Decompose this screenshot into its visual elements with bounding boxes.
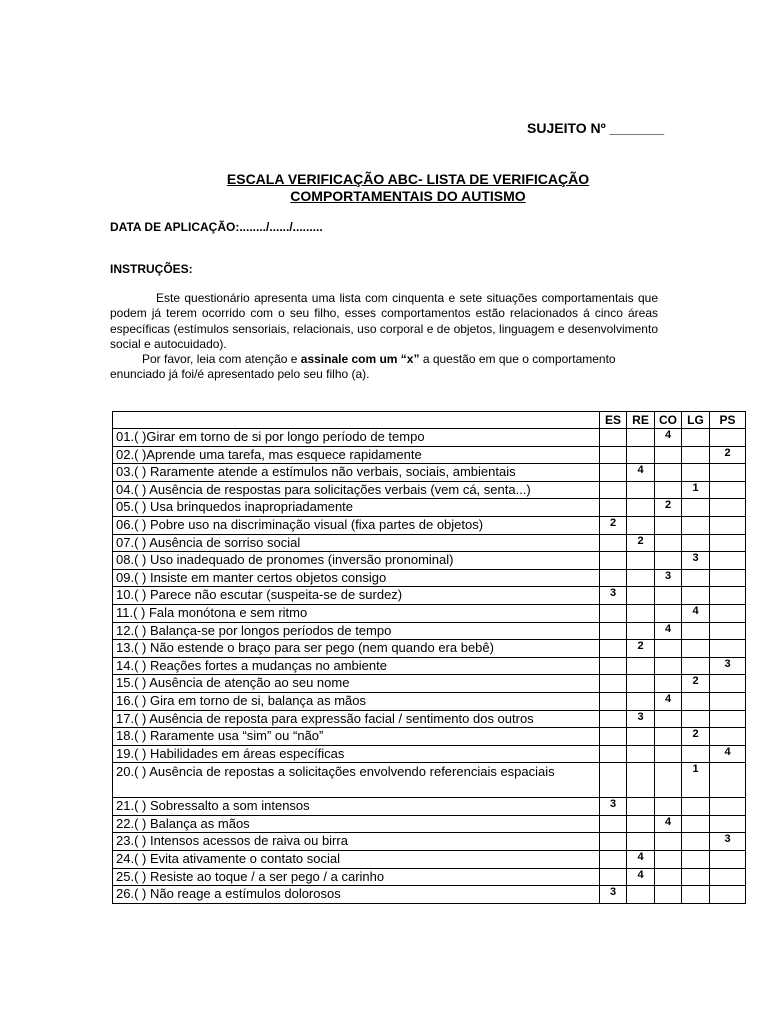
instructions-paragraph-2 <box>110 352 658 383</box>
score-cell-co: 4 <box>655 622 682 640</box>
score-cell-es: 3 <box>600 798 627 816</box>
behavior-item-label: 09.( ) Insiste em manter certos objetos consigo <box>113 569 600 587</box>
score-cell-co: 2 <box>655 499 682 517</box>
table-row[interactable] <box>113 675 746 693</box>
table-row[interactable] <box>113 763 746 798</box>
score-cell-ps <box>710 798 746 816</box>
table-row[interactable] <box>113 534 746 552</box>
score-cell-lg <box>682 499 710 517</box>
table-row[interactable] <box>113 657 746 675</box>
behavior-item-label: 25.( ) Resiste ao toque / a ser pego / a carinho <box>113 868 600 886</box>
score-cell-ps <box>710 622 746 640</box>
table-row[interactable] <box>113 552 746 570</box>
score-cell-ps <box>710 868 746 886</box>
score-cell-re <box>627 815 655 833</box>
score-cell-re <box>627 692 655 710</box>
score-cell-es: 3 <box>600 587 627 605</box>
score-cell-co <box>655 552 682 570</box>
behavior-item-label: 16.( ) Gira em torno de si, balança as mãos <box>113 692 600 710</box>
table-row[interactable] <box>113 587 746 605</box>
table-row[interactable] <box>113 868 746 886</box>
score-cell-re <box>627 604 655 622</box>
table-row[interactable] <box>113 815 746 833</box>
score-cell-ps: 3 <box>710 833 746 851</box>
instructions-p2-post: a questão em que o comportamento enunciado já foi/é apresentado pelo seu filho (a). <box>110 352 616 382</box>
table-row[interactable] <box>113 710 746 728</box>
score-cell-lg: 1 <box>682 481 710 499</box>
score-cell-es <box>600 675 627 693</box>
instructions-paragraph-1: Este questionário apresenta uma lista com cinquenta e sete situações comportamentais que podem já terem ocorrido com o seu filho, esses comportamentos estão relacionados á cinco áreas específicas (estímulos sensoriais, relacionais, uso corporal e de objetos, linguagem e desenvolvimento social e autocuidado). <box>110 291 658 351</box>
score-cell-re <box>627 429 655 447</box>
score-cell-re <box>627 552 655 570</box>
score-cell-es <box>600 552 627 570</box>
behavior-item-label: 07.( ) Ausência de sorriso social <box>113 534 600 552</box>
score-cell-re: 2 <box>627 640 655 658</box>
score-cell-lg <box>682 516 710 534</box>
score-cell-lg: 2 <box>682 728 710 746</box>
score-cell-ps <box>710 728 746 746</box>
score-cell-re <box>627 569 655 587</box>
score-cell-re: 4 <box>627 868 655 886</box>
table-row[interactable] <box>113 446 746 464</box>
score-cell-co <box>655 745 682 763</box>
instructions-heading: INSTRUÇÕES: <box>110 262 193 276</box>
score-cell-lg <box>682 640 710 658</box>
score-cell-es <box>600 815 627 833</box>
table-row[interactable] <box>113 728 746 746</box>
score-cell-es <box>600 569 627 587</box>
score-cell-co <box>655 464 682 482</box>
score-cell-lg <box>682 446 710 464</box>
table-row[interactable] <box>113 622 746 640</box>
score-cell-ps <box>710 640 746 658</box>
score-cell-re <box>627 516 655 534</box>
behavior-item-label: 06.( ) Pobre uso na discriminação visual (fixa partes de objetos) <box>113 516 600 534</box>
score-cell-re <box>627 622 655 640</box>
score-cell-ps <box>710 499 746 517</box>
score-cell-lg <box>682 851 710 869</box>
column-header-es: ES <box>600 412 627 429</box>
column-header-lg: LG <box>682 412 710 429</box>
score-cell-co <box>655 798 682 816</box>
table-row[interactable] <box>113 464 746 482</box>
behavior-item-label: 15.( ) Ausência de atenção ao seu nome <box>113 675 600 693</box>
behavior-item-label: 20.( ) Ausência de repostas a solicitações envolvendo referenciais espaciais <box>113 763 600 798</box>
score-cell-co <box>655 657 682 675</box>
score-cell-es <box>600 640 627 658</box>
score-cell-ps <box>710 604 746 622</box>
score-cell-co <box>655 710 682 728</box>
score-cell-es <box>600 622 627 640</box>
score-cell-es <box>600 481 627 499</box>
behavior-item-label: 14.( ) Reações fortes a mudanças no ambiente <box>113 657 600 675</box>
subject-number-field: SUJEITO Nº _______ <box>527 120 665 136</box>
score-cell-lg <box>682 569 710 587</box>
table-row[interactable] <box>113 640 746 658</box>
score-cell-es <box>600 446 627 464</box>
score-cell-ps <box>710 569 746 587</box>
score-cell-re <box>627 499 655 517</box>
score-cell-lg <box>682 622 710 640</box>
item-column-header <box>113 412 600 429</box>
score-cell-es <box>600 833 627 851</box>
score-cell-lg: 1 <box>682 763 710 798</box>
behavior-item-label: 12.( ) Balança-se por longos períodos de tempo <box>113 622 600 640</box>
score-cell-co: 4 <box>655 815 682 833</box>
behavior-item-label: 01.( )Girar em torno de si por longo período de tempo <box>113 429 600 447</box>
table-row[interactable] <box>113 692 746 710</box>
score-cell-co <box>655 851 682 869</box>
table-row[interactable] <box>113 569 746 587</box>
score-cell-re <box>627 798 655 816</box>
behavior-item-label: 13.( ) Não estende o braço para ser pego (nem quando era bebê) <box>113 640 600 658</box>
score-cell-es <box>600 851 627 869</box>
score-cell-es <box>600 745 627 763</box>
score-cell-re <box>627 833 655 851</box>
score-cell-es <box>600 692 627 710</box>
score-cell-lg: 4 <box>682 604 710 622</box>
behavior-item-label: 22.( ) Balança as mãos <box>113 815 600 833</box>
instructions-p2-bold: assinale com um “x” <box>300 352 420 367</box>
score-cell-co: 4 <box>655 692 682 710</box>
score-cell-lg <box>682 692 710 710</box>
score-cell-re: 3 <box>627 710 655 728</box>
behavior-item-label: 24.( ) Evita ativamente o contato social <box>113 851 600 869</box>
behavior-checklist-table <box>112 411 746 904</box>
table-row[interactable] <box>113 429 746 447</box>
score-cell-ps <box>710 710 746 728</box>
score-cell-co <box>655 481 682 499</box>
behavior-item-label: 17.( ) Ausência de reposta para expressão facial / sentimento dos outros <box>113 710 600 728</box>
score-cell-re <box>627 587 655 605</box>
score-cell-lg <box>682 657 710 675</box>
column-header-ps: PS <box>710 412 746 429</box>
score-cell-ps <box>710 534 746 552</box>
score-cell-lg <box>682 464 710 482</box>
score-cell-ps <box>710 481 746 499</box>
behavior-item-label: 11.( ) Fala monótona e sem ritmo <box>113 604 600 622</box>
behavior-item-label: 05.( ) Usa brinquedos inapropriadamente <box>113 499 600 517</box>
score-cell-es <box>600 534 627 552</box>
score-cell-co <box>655 446 682 464</box>
score-cell-ps: 3 <box>710 657 746 675</box>
score-cell-es <box>600 464 627 482</box>
score-cell-lg <box>682 710 710 728</box>
score-cell-ps <box>710 763 746 798</box>
table-row[interactable] <box>113 604 746 622</box>
score-cell-es <box>600 728 627 746</box>
score-cell-lg <box>682 587 710 605</box>
score-cell-ps: 2 <box>710 446 746 464</box>
application-date-field: DATA DE APLICAÇÃO:......../....../......... <box>110 220 323 234</box>
score-cell-es <box>600 710 627 728</box>
score-cell-lg <box>682 815 710 833</box>
table-row[interactable] <box>113 745 746 763</box>
score-cell-es <box>600 868 627 886</box>
instructions-text <box>110 291 658 383</box>
score-cell-es <box>600 499 627 517</box>
score-cell-co <box>655 587 682 605</box>
score-cell-re: 4 <box>627 851 655 869</box>
score-cell-re <box>627 657 655 675</box>
score-cell-ps <box>710 851 746 869</box>
score-cell-es: 3 <box>600 886 627 904</box>
score-cell-co <box>655 763 682 798</box>
table-row[interactable] <box>113 833 746 851</box>
score-cell-ps <box>710 464 746 482</box>
score-cell-ps <box>710 516 746 534</box>
score-cell-co <box>655 604 682 622</box>
behavior-item-label: 03.( ) Raramente atende a estímulos não verbais, sociais, ambientais <box>113 464 600 482</box>
score-cell-es <box>600 657 627 675</box>
table-row[interactable] <box>113 886 746 904</box>
score-cell-re: 2 <box>627 534 655 552</box>
score-cell-re <box>627 675 655 693</box>
score-cell-co <box>655 534 682 552</box>
score-cell-co <box>655 833 682 851</box>
behavior-item-label: 02.( )Aprende uma tarefa, mas esquece rapidamente <box>113 446 600 464</box>
table-row[interactable] <box>113 516 746 534</box>
score-cell-re <box>627 886 655 904</box>
score-cell-ps <box>710 675 746 693</box>
table-row[interactable] <box>113 499 746 517</box>
score-cell-co <box>655 675 682 693</box>
score-cell-co: 4 <box>655 429 682 447</box>
score-cell-co <box>655 516 682 534</box>
score-cell-lg <box>682 798 710 816</box>
score-cell-es <box>600 604 627 622</box>
score-cell-re <box>627 745 655 763</box>
score-cell-ps <box>710 429 746 447</box>
behavior-item-label: 18.( ) Raramente usa “sim” ou “não” <box>113 728 600 746</box>
score-cell-ps <box>710 552 746 570</box>
score-cell-lg <box>682 745 710 763</box>
column-header-co: CO <box>655 412 682 429</box>
document-title <box>110 171 706 205</box>
score-cell-lg: 3 <box>682 552 710 570</box>
score-cell-lg <box>682 534 710 552</box>
score-cell-ps <box>710 886 746 904</box>
score-cell-co: 3 <box>655 569 682 587</box>
score-cell-re <box>627 446 655 464</box>
table-row[interactable] <box>113 798 746 816</box>
table-header-row <box>113 412 746 429</box>
score-cell-lg <box>682 833 710 851</box>
behavior-item-label: 21.( ) Sobressalto a som intensos <box>113 798 600 816</box>
behavior-item-label: 08.( ) Uso inadequado de pronomes (inversão pronominal) <box>113 552 600 570</box>
score-cell-co <box>655 868 682 886</box>
score-cell-re <box>627 728 655 746</box>
table-row[interactable] <box>113 481 746 499</box>
behavior-item-label: 19.( ) Habilidades em áreas específicas <box>113 745 600 763</box>
behavior-item-label: 10.( ) Parece não escutar (suspeita-se de surdez) <box>113 587 600 605</box>
score-cell-lg <box>682 429 710 447</box>
score-cell-ps <box>710 815 746 833</box>
score-cell-ps <box>710 692 746 710</box>
score-cell-lg <box>682 886 710 904</box>
score-cell-re: 4 <box>627 464 655 482</box>
score-cell-ps <box>710 587 746 605</box>
score-cell-es <box>600 429 627 447</box>
column-header-re: RE <box>627 412 655 429</box>
instructions-p2-pre: Por favor, leia com atenção e <box>142 352 301 367</box>
score-cell-co <box>655 728 682 746</box>
score-cell-es: 2 <box>600 516 627 534</box>
behavior-item-label: 23.( ) Intensos acessos de raiva ou birra <box>113 833 600 851</box>
score-cell-re <box>627 763 655 798</box>
behavior-item-label: 04.( ) Ausência de respostas para solicitações verbais (vem cá, senta...) <box>113 481 600 499</box>
table-body <box>113 429 746 904</box>
score-cell-lg <box>682 868 710 886</box>
score-cell-es <box>600 763 627 798</box>
score-cell-co <box>655 640 682 658</box>
score-cell-re <box>627 481 655 499</box>
title-line-1: ESCALA VERIFICAÇÃO ABC- LISTA DE VERIFICAÇÃO <box>226 171 590 187</box>
behavior-item-label: 26.( ) Não reage a estímulos dolorosos <box>113 886 600 904</box>
score-cell-co <box>655 886 682 904</box>
score-cell-lg: 2 <box>682 675 710 693</box>
title-line-2: COMPORTAMENTAIS DO AUTISMO <box>290 188 526 204</box>
score-cell-ps: 4 <box>710 745 746 763</box>
table-row[interactable] <box>113 851 746 869</box>
